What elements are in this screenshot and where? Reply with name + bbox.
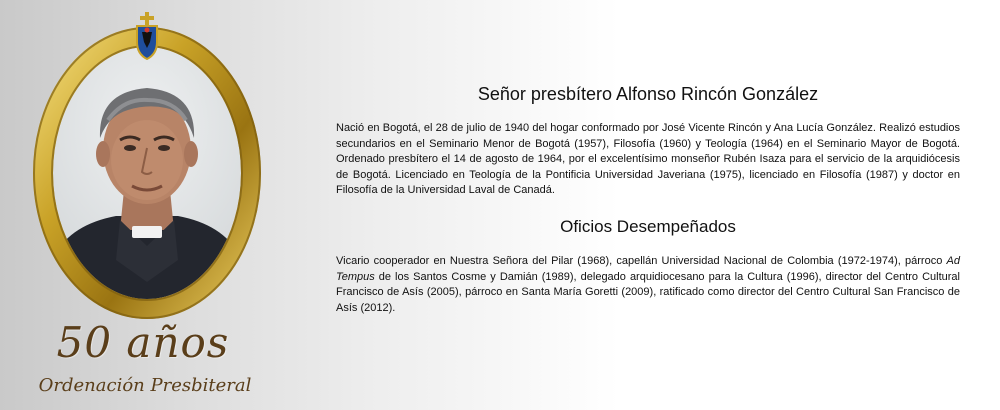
offices-italic-term: Ad Tempus — [336, 255, 960, 283]
portrait-frame — [28, 20, 266, 326]
biography-paragraph: Nació en Bogotá, el 28 de julio de 1940 del hogar conformado por José Vicente Rincón y Ana Lucía González. Realizó estudios secundarios en el Seminario Menor de Bogotá (1957), Filosofía (1960) y Teología (1964) en el Seminario Mayor de Bogotá. Ordenado presbítero el 14 de agosto de 1964, por el excelentísimo monseñor Rubén Isaza para el servicio de la arquidiócesis de Bogotá. Licenciado en Teología de la Pontificia Universidad Javeriana (1975), licenciado en Filosofía (1987) y doctor en Filosofía de la Universidad Laval de Canadá. — [336, 122, 960, 197]
offices-heading: Oficios Desempeñados — [560, 217, 736, 236]
offices-paragraph — [336, 254, 960, 316]
priest-name-title: Señor presbítero Alfonso Rincón González — [477, 84, 819, 104]
priest-portrait — [28, 20, 266, 326]
offices-text-part1: Vicario cooperador en Nuestra Señora del Pilar (1968), capellán Universidad Nacional de Colombia (1972-1974), párroco — [336, 255, 947, 267]
anniversary-title: 50 años — [56, 318, 230, 367]
portrait-panel — [0, 0, 300, 410]
anniversary-subtitle: Ordenación Presbiteral — [38, 375, 252, 396]
archdiocese-coat-of-arms-icon — [134, 12, 160, 60]
offices-text-part2: de los Santos Cosme y Damián (1989), delegado arquidiocesano para la Cultura (1996), director del Centro Cultural Francisco de Asís (2005), párroco en Santa María Goretti (2009), ratificado como director del Centro Cultural San Francisco de Asís (2012). — [336, 270, 960, 314]
